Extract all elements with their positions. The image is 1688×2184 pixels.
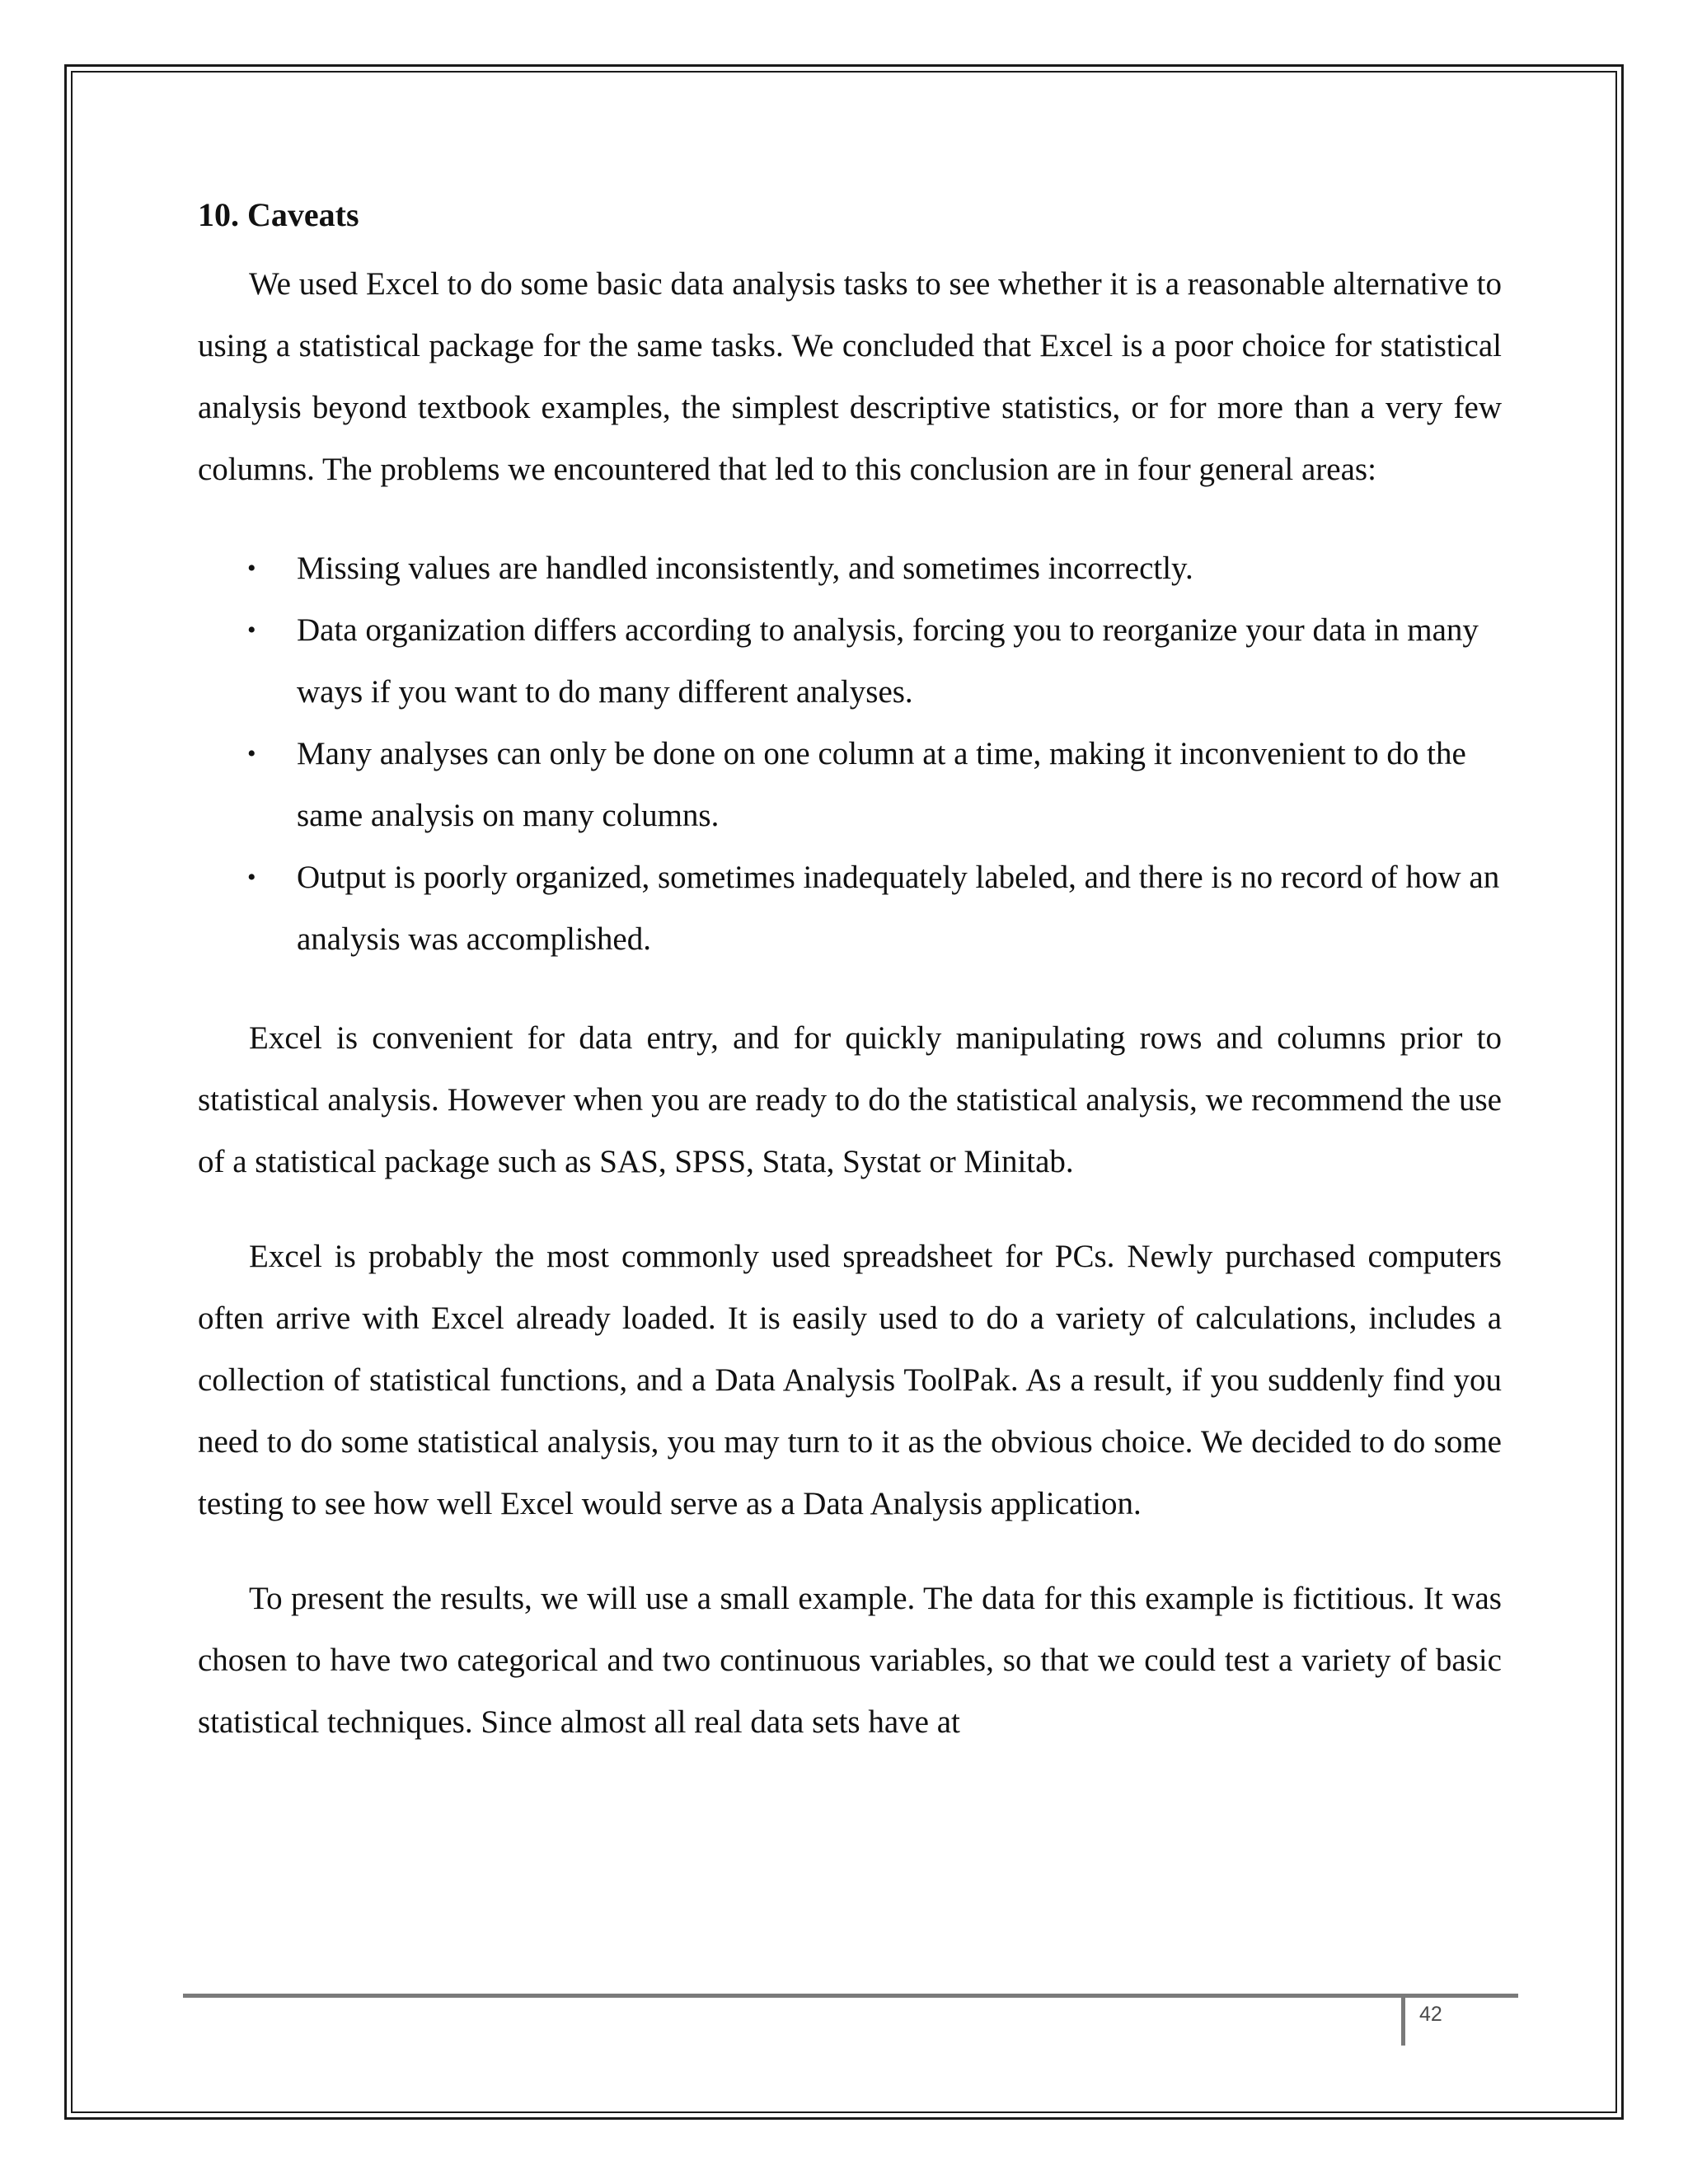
footer-divider bbox=[1401, 1994, 1405, 2046]
intro-paragraph: We used Excel to do some basic data analysis tasks to see whether it is a reasonable alternative to using a statistical package for the same tasks. We concluded that Excel is a poor choice for statistical analysis beyond textbook examples, the simplest descriptive statistics, or for more than a very few columns. The problems we encountered that led to this conclusion are in four general areas: bbox=[198, 266, 1502, 487]
page-content bbox=[198, 194, 1502, 1753]
bullet-icon: • bbox=[247, 864, 256, 891]
list-item-text: Many analyses can only be done on one column at a time, making it inconvenient to do the same analysis on many columns. bbox=[297, 736, 1466, 833]
bullet-icon: • bbox=[247, 740, 256, 767]
list-item bbox=[247, 537, 1502, 599]
problem-list bbox=[198, 537, 1502, 970]
footer-rule bbox=[183, 1994, 1518, 1998]
list-item bbox=[247, 599, 1502, 723]
list-item-text: Data organization differs according to analysis, forcing you to reorganize your data in many ways if you want to do many different analyses. bbox=[297, 612, 1479, 710]
bullet-icon: • bbox=[247, 616, 256, 644]
bullet-icon: • bbox=[247, 555, 256, 582]
list-item-text: Missing values are handled inconsistently, and sometimes incorrectly. bbox=[297, 551, 1193, 586]
list-item bbox=[247, 846, 1502, 970]
list-item bbox=[247, 723, 1502, 846]
example-paragraph: To present the results, we will use a small example. The data for this example is fictitious. It was chosen to have two categorical and two continuous variables, so that we could test a variety of basic statistical techniques. Since almost all real data sets have at bbox=[198, 1581, 1502, 1740]
page-number: 42 bbox=[1419, 2003, 1442, 2026]
section-heading: 10. Caveats bbox=[198, 196, 359, 233]
convenience-paragraph: Excel is convenient for data entry, and for quickly manipulating rows and columns prior to statistical analysis. However when you are ready to do the statistical analysis, we recommend the use of a statistical package such as SAS, SPSS, Stata, Systat or Minitab. bbox=[198, 1020, 1502, 1179]
popularity-paragraph: Excel is probably the most commonly used spreadsheet for PCs. Newly purchased computers often arrive with Excel already loaded. It is easily used to do a variety of calculations, includes a collection of statistical functions, and a Data Analysis ToolPak. As a result, if you suddenly find you need to do some statistical analysis, you may turn to it as the obvious choice. We decided to do some testing to see how well Excel would serve as a Data Analysis application. bbox=[198, 1239, 1502, 1521]
list-item-text: Output is poorly organized, sometimes inadequately labeled, and there is no record of how an analysis was accomplished. bbox=[297, 860, 1500, 957]
